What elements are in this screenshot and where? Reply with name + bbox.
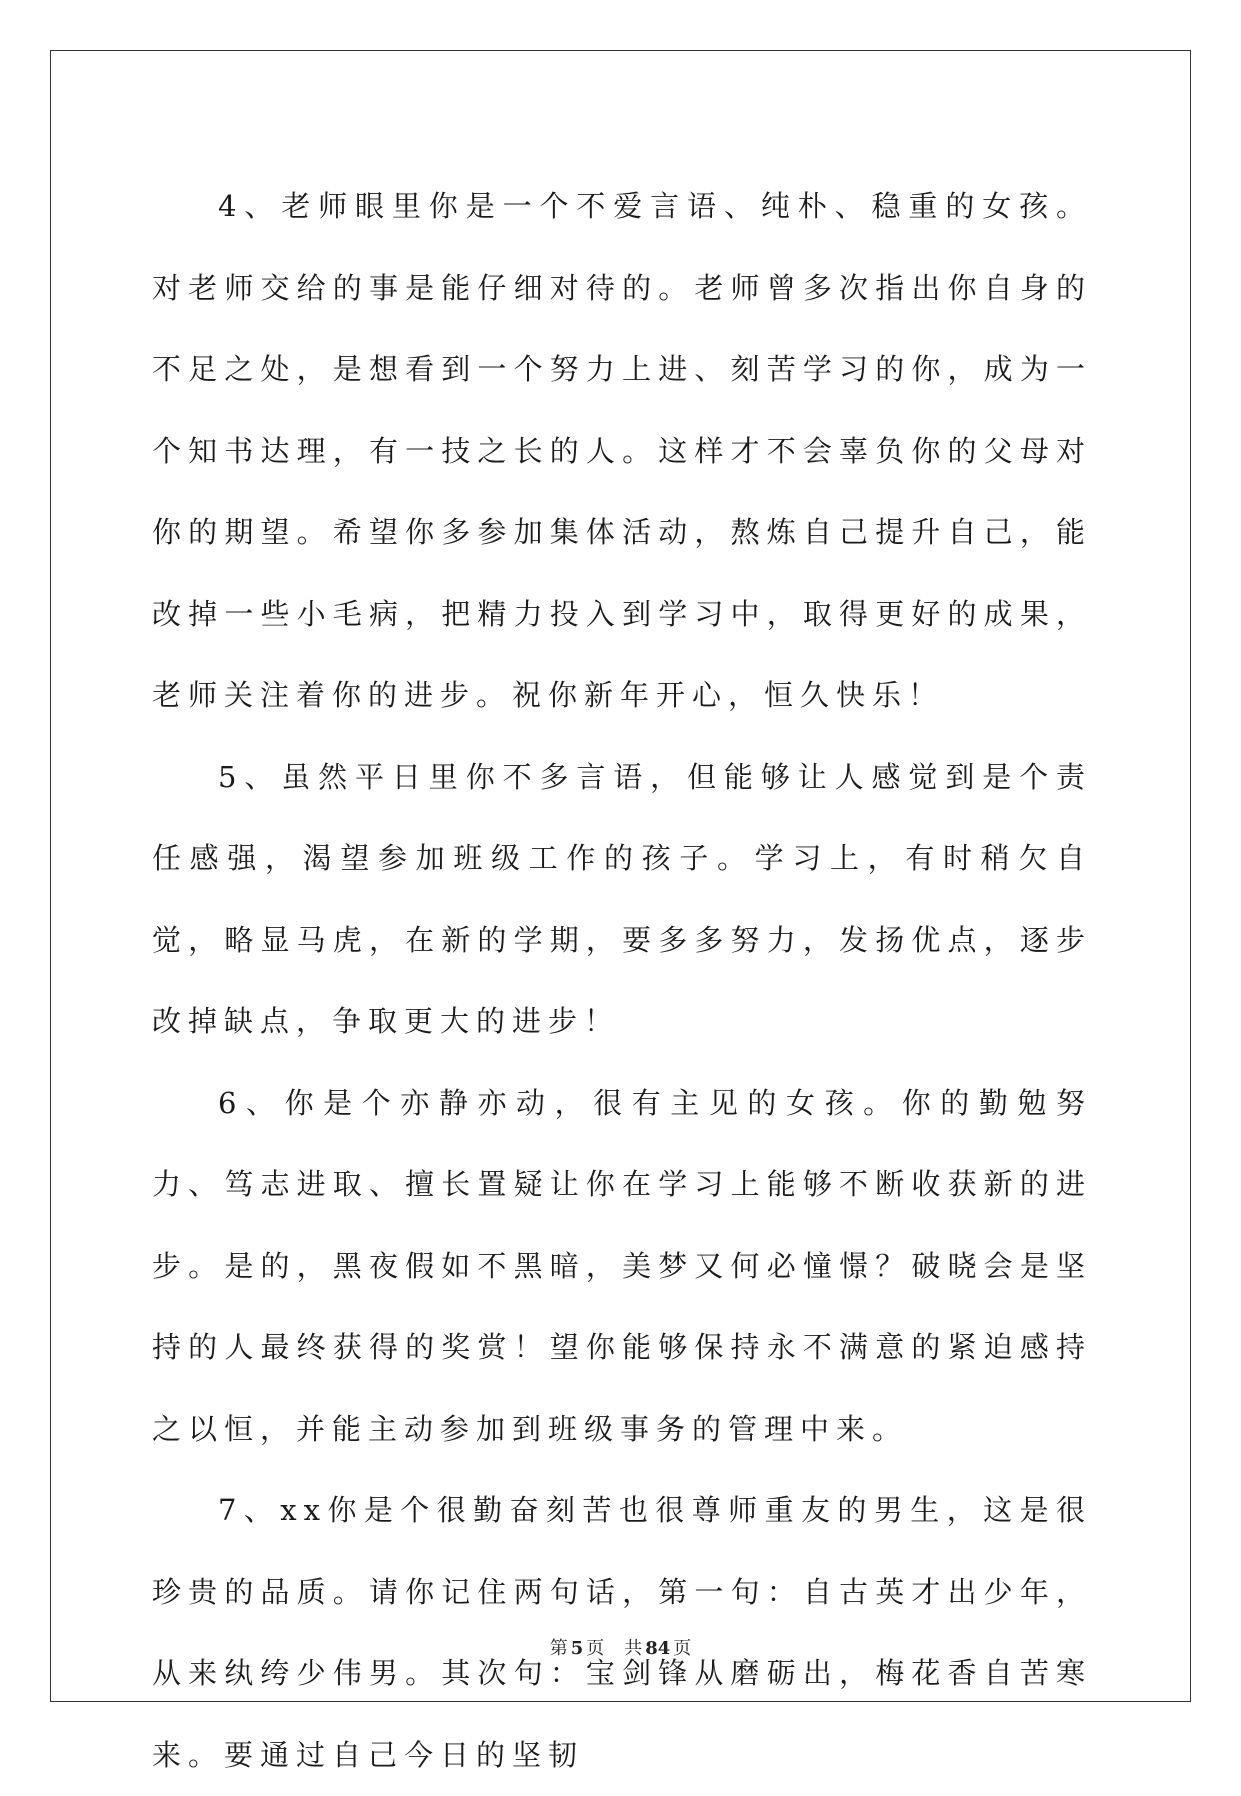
page-number: 5 <box>570 1638 584 1659</box>
total-pages: 84 <box>645 1638 671 1659</box>
paragraph-6: 6、你是个亦静亦动，很有主见的女孩。你的勤勉努力、笃志进取、擅长置疑让你在学习上能够不断收获新的进步。是的，黑夜假如不黑暗，美梦又何必憧憬？破晓会是坚持的人最终获得的奖赏！望你能够保持永不满意的紧迫感持之以恒，并能主动参加到班级事务的管理中来。 <box>152 1085 1092 1446</box>
page-suffix: 页 <box>586 1638 605 1659</box>
paragraph-7: 7、xx你是个很勤奋刻苦也很尊师重友的男生，这是很珍贵的品质。请你记住两句话，第一句：自古英才出少年，从来纨绔少伟男。其次句：宝剑锋从磨砺出，梅花香自苦寒来。要通过自己今日的坚韧 <box>152 1493 1092 1772</box>
paragraph-5: 5、虽然平日里你不多言语，但能够让人感觉到是个责任感强，渴望参加班级工作的孩子。学习上，有时稍欠自觉，略显马虎，在新的学期，要多多努力，发扬优点，逐步改掉缺点，争取更大的进步！ <box>152 759 1092 1038</box>
total-prefix: 共 <box>624 1638 643 1659</box>
total-suffix: 页 <box>673 1638 692 1659</box>
page-prefix: 第 <box>549 1638 568 1659</box>
page-footer <box>0 1634 1241 1660</box>
paragraph-4: 4、老师眼里你是一个不爱言语、纯朴、稳重的女孩。对老师交给的事是能仔细对待的。老师曾多次指出你自身的不足之处，是想看到一个努力上进、刻苦学习的你，成为一个知书达理，有一技之长的人。这样才不会辜负你的父母对你的期望。希望你多参加集体活动，熬炼自己提升自己，能改掉一些小毛病，把精力投入到学习中，取得更好的成果，老师关注着你的进步。祝你新年开心，恒久快乐！ <box>152 189 1092 712</box>
document-body <box>152 166 1092 1796</box>
